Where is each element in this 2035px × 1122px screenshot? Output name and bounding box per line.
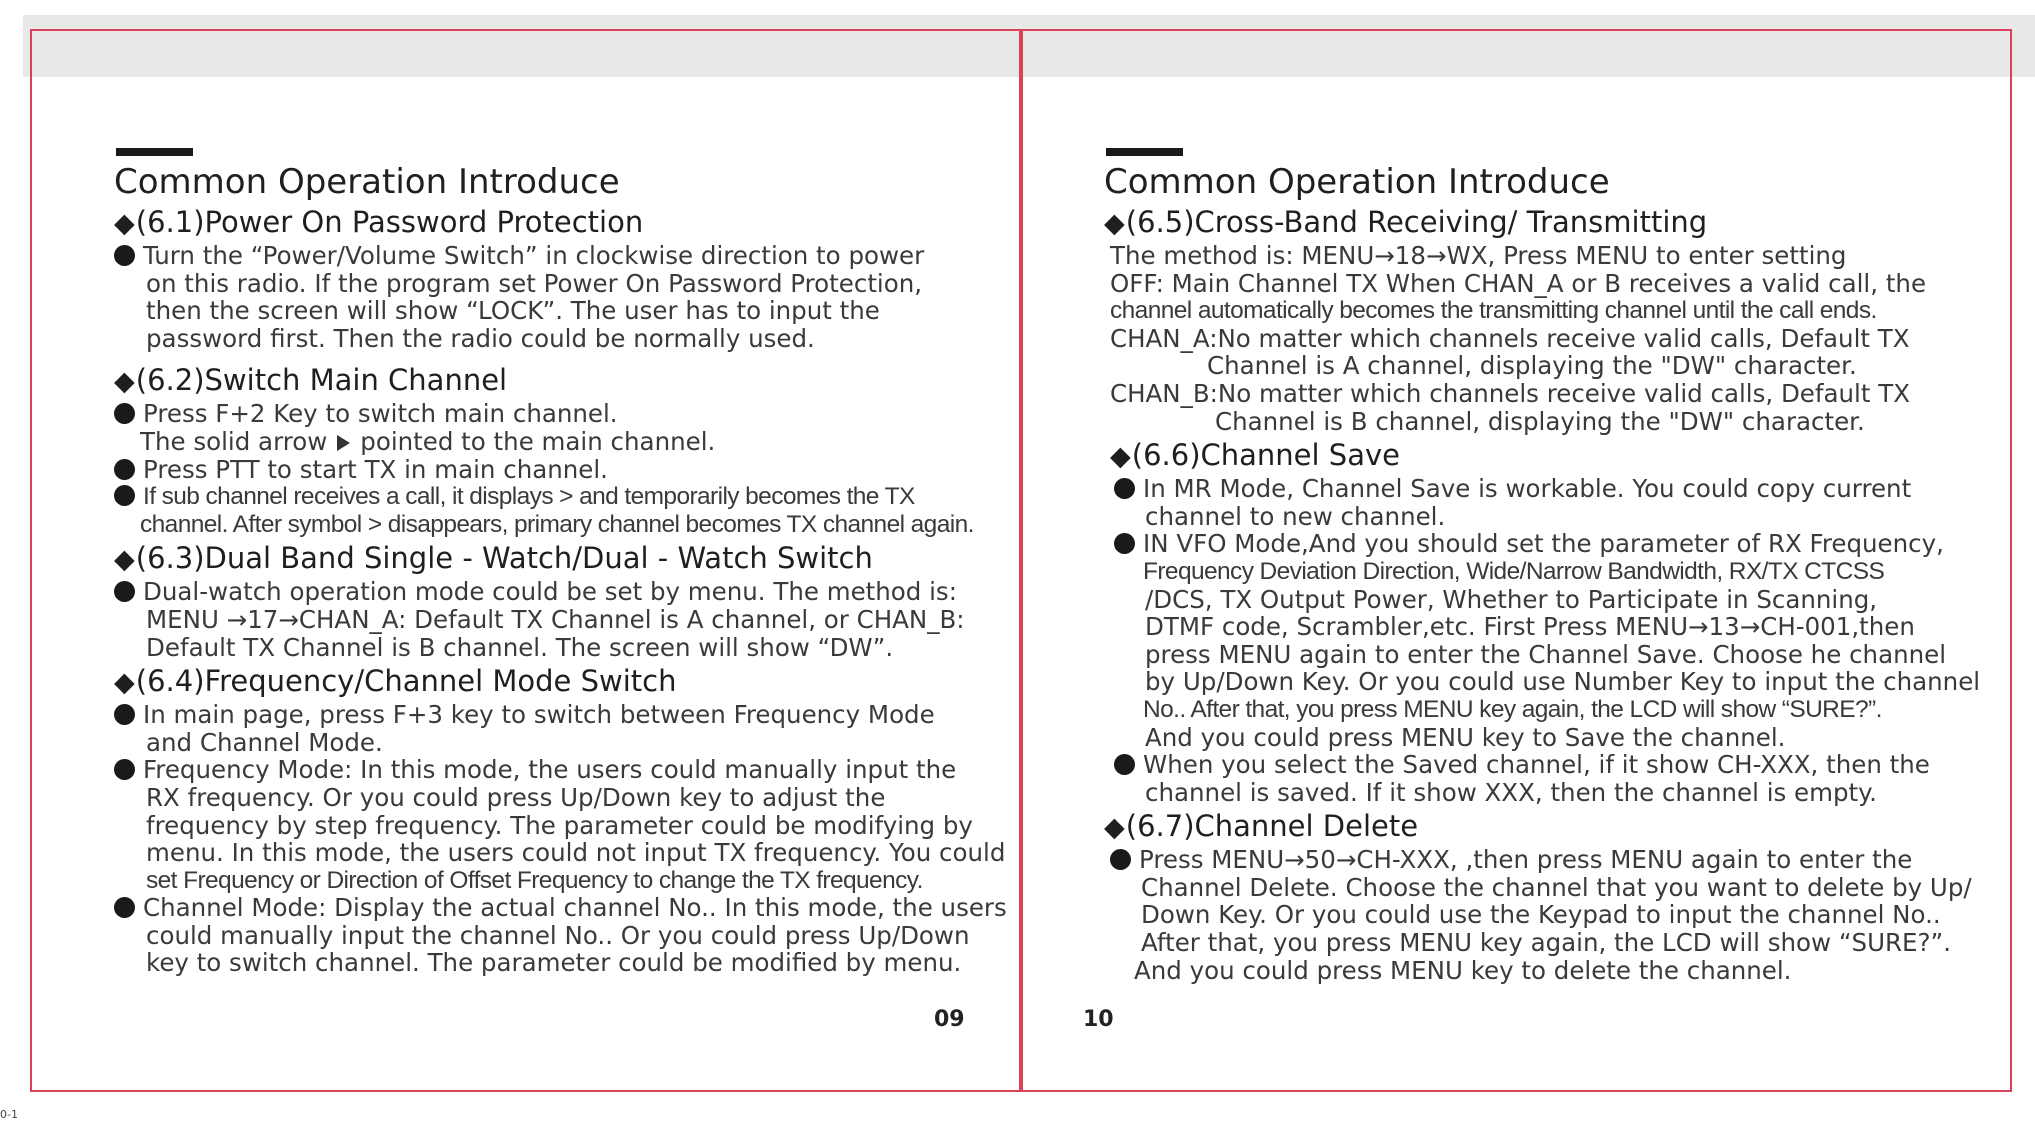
text-line: channel automatically becomes the transmitting channel until the call ends. xyxy=(1110,297,1877,325)
diamond-icon: ◆ xyxy=(114,208,135,239)
bullet-icon xyxy=(114,459,135,480)
text-line: RX frequency. Or you could press Up/Down key to adjust the xyxy=(146,782,886,812)
bullet-icon xyxy=(1114,754,1135,775)
bullet-line: In MR Mode, Channel Save is workable. You could copy current xyxy=(1104,475,1954,503)
text-line: No.. After that, you press MENU key again, the LCD will show “SURE?”. xyxy=(1143,695,1882,723)
page-number-right: 10 xyxy=(1083,1007,1114,1032)
bullet-line: Frequency Mode: In this mode, the users could manually input the xyxy=(114,756,964,784)
text-line: Channel is A channel, displaying the "DW" character. xyxy=(1207,351,1857,381)
text-line: MENU →17→CHAN_A: Default TX Channel is A channel, or CHAN_B: xyxy=(146,604,965,634)
diamond-icon: ◆ xyxy=(114,366,135,398)
text-line: Default TX Channel is B channel. The screen will show “DW”. xyxy=(146,632,894,662)
text-line: and Channel Mode. xyxy=(146,727,383,757)
left-page xyxy=(114,148,1007,978)
section-heading-6-4: ◆(6.4)Frequency/Channel Mode Switch xyxy=(114,664,677,699)
bullet-line: Channel Mode: Display the actual channel No.. In this mode, the users xyxy=(114,894,964,922)
text-line: OFF: Main Channel TX When CHAN_A or B receives a valid call, the xyxy=(1110,268,1927,298)
diamond-icon: ◆ xyxy=(1110,441,1131,473)
text-line: The method is: MENU→18→WX, Press MENU to enter setting xyxy=(1110,241,1847,270)
bullet-icon xyxy=(114,897,135,918)
bullet-icon xyxy=(1114,533,1135,554)
section-heading-6-7: ◆(6.7)Channel Delete xyxy=(1104,809,1419,844)
text-line: After that, you press MENU key again, the LCD will show “SURE?”. xyxy=(1141,928,1951,958)
text-line: Frequency Deviation Direction, Wide/Narrow Bandwidth, RX/TX CTCSS xyxy=(1143,557,1885,585)
bullet-icon xyxy=(114,403,135,424)
text-line: press MENU again to enter the Channel Save. Choose he channel xyxy=(1145,639,1947,669)
bullet-line: Press PTT to start TX in main channel. xyxy=(114,456,964,484)
section-heading-6-2: ◆(6.2)Switch Main Channel xyxy=(114,363,508,398)
text-line: And you could press MENU key to delete the channel. xyxy=(1134,955,1792,985)
bullet-icon xyxy=(1110,849,1131,870)
solid-arrow-icon xyxy=(337,435,350,451)
text-line: by Up/Down Key. Or you could use Number Key to input the channel xyxy=(1145,667,1981,697)
page-title: Common Operation Introduce xyxy=(114,162,620,202)
text-line: menu. In this mode, the users could not input TX frequency. You could xyxy=(146,838,1006,868)
section-heading-6-3: ◆(6.3)Dual Band Single - Watch/Dual - Watch Switch xyxy=(114,541,873,576)
text-line: frequency by step frequency. The parameter could be modifying by xyxy=(146,810,973,840)
section-heading-6-6: ◆(6.6)Channel Save xyxy=(1110,438,1400,473)
bullet-line: If sub channel receives a call, it displays > and temporarily becomes the TX xyxy=(114,483,964,511)
bullet-icon xyxy=(114,704,135,725)
bullet-line: Turn the “Power/Volume Switch” in clockwise direction to power xyxy=(114,242,964,270)
bullet-line: When you select the Saved channel, if it show CH-XXX, then the xyxy=(1104,751,1954,779)
text-line: And you could press MENU key to Save the channel. xyxy=(1145,722,1786,752)
text-line: then the screen will show “LOCK”. The user has to input the xyxy=(146,296,880,326)
bullet-line: IN VFO Mode,And you should set the parameter of RX Frequency, xyxy=(1104,530,1954,558)
diamond-icon: ◆ xyxy=(1104,812,1125,844)
bullet-line: Press F+2 Key to switch main channel. xyxy=(114,400,964,428)
text-line: on this radio. If the program set Power On Password Protection, xyxy=(146,268,923,298)
text-line: Channel is B channel, displaying the "DW" character. xyxy=(1215,406,1865,436)
diamond-icon: ◆ xyxy=(114,544,135,576)
bullet-icon xyxy=(114,759,135,780)
text-line: password first. Then the radio could be normally used. xyxy=(146,323,815,353)
bullet-icon xyxy=(114,485,135,506)
bullet-icon xyxy=(114,581,135,602)
text-line: CHAN_A:No matter which channels receive valid calls, Default TX xyxy=(1110,323,1910,353)
diamond-icon: ◆ xyxy=(114,667,135,699)
bullet-icon xyxy=(114,245,135,266)
text-line: channel is saved. If it show XXX, then the channel is empty. xyxy=(1145,777,1877,807)
page-number-left: 09 xyxy=(934,1007,965,1032)
title-bar-decoration xyxy=(1106,148,1183,156)
text-line: CHAN_B:No matter which channels receive valid calls, Default TX xyxy=(1110,378,1910,408)
bullet-line: In main page, press F+3 key to switch between Frequency Mode xyxy=(114,701,964,729)
section-heading-6-1: ◆(6.1)Power On Password Protection xyxy=(114,205,644,239)
text-line: channel to new channel. xyxy=(1145,501,1446,531)
text-line: DTMF code, Scrambler,etc. First Press MENU→13→CH-001,then xyxy=(1145,612,1915,642)
bullet-line: Dual-watch operation mode could be set by menu. The method is: xyxy=(114,578,964,606)
diamond-icon: ◆ xyxy=(1104,208,1125,239)
text-line: /DCS, TX Output Power, Whether to Participate in Scanning, xyxy=(1145,584,1878,614)
text-line: Channel Delete. Choose the channel that you want to delete by Up/ xyxy=(1141,872,1972,902)
corner-mark: 0-1 xyxy=(0,1108,18,1121)
text-line: key to switch channel. The parameter could be modified by menu. xyxy=(146,948,962,978)
text-line: The solid arrow pointed to the main channel. xyxy=(140,426,716,456)
title-bar-decoration xyxy=(116,148,193,156)
right-page xyxy=(1104,148,1981,985)
text-line: set Frequency or Direction of Offset Frequency to change the TX frequency. xyxy=(146,866,923,894)
text-line: Down Key. Or you could use the Keypad to input the channel No.. xyxy=(1141,900,1941,930)
bullet-line: Press MENU→50→CH-XXX, ,then press MENU again to enter the xyxy=(1104,846,1954,874)
bullet-icon xyxy=(1114,478,1135,499)
page-title: Common Operation Introduce xyxy=(1104,162,1610,202)
section-heading-6-5: ◆(6.5)Cross-Band Receiving/ Transmitting xyxy=(1104,205,1708,239)
text-line: could manually input the channel No.. Or you could press Up/Down xyxy=(146,920,970,950)
text-line: channel. After symbol > disappears, primary channel becomes TX channel again. xyxy=(140,510,974,538)
